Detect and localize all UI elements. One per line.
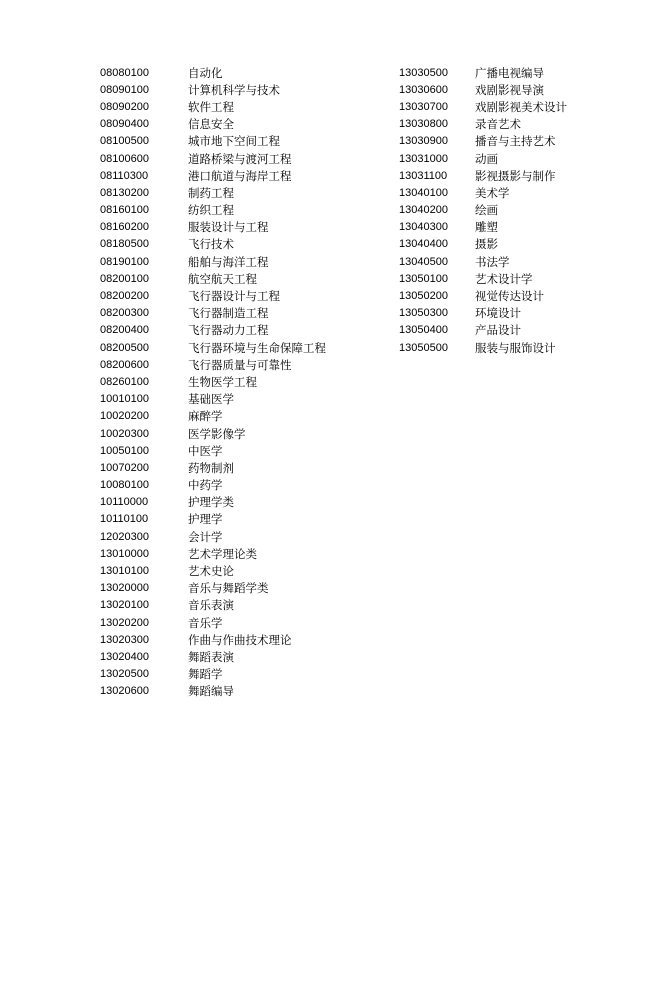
major-code: 08090400: [100, 118, 149, 131]
list-item: [399, 305, 567, 322]
list-item: [100, 184, 326, 201]
major-name: 信息安全: [188, 117, 234, 132]
list-item: [399, 202, 567, 219]
major-code: 08200200: [100, 290, 149, 303]
major-name: 飞行器质量与可靠性: [188, 357, 292, 372]
major-name: 护理学类: [188, 495, 234, 510]
list-item: [100, 545, 326, 562]
major-name: 绘画: [475, 203, 498, 218]
major-code: 08100500: [100, 135, 149, 148]
major-name: 音乐学: [188, 615, 223, 630]
major-code: 08200100: [100, 272, 149, 285]
major-name: 自动化: [188, 65, 223, 80]
list-item: [100, 339, 326, 356]
major-name: 视觉传达设计: [475, 289, 544, 304]
major-code: 13040300: [399, 221, 448, 234]
list-item: [100, 98, 326, 115]
major-code: 13030800: [399, 118, 448, 131]
major-code: 08160200: [100, 221, 149, 234]
major-code: 08160100: [100, 204, 149, 217]
major-code: 13020600: [100, 685, 149, 698]
major-name: 基础医学: [188, 392, 234, 407]
major-code: 13040200: [399, 204, 448, 217]
list-item: [100, 167, 326, 184]
list-item: [100, 597, 326, 614]
list-item: [100, 322, 326, 339]
major-name: 影视摄影与制作: [475, 168, 556, 183]
major-name: 服装与服饰设计: [475, 340, 556, 355]
list-item: [399, 116, 567, 133]
list-item: [100, 511, 326, 528]
major-name: 生物医学工程: [188, 374, 257, 389]
major-name: 飞行器动力工程: [188, 323, 269, 338]
major-code: 10110100: [100, 513, 149, 526]
major-code: 13050500: [399, 341, 448, 354]
major-name: 计算机科学与技术: [188, 82, 280, 97]
major-name: 艺术学理论类: [188, 546, 257, 561]
major-code: 13020400: [100, 650, 149, 663]
major-name: 飞行器环境与生命保障工程: [188, 340, 326, 355]
left-column: [100, 64, 326, 700]
list-item: [100, 408, 326, 425]
major-code: 08130200: [100, 186, 149, 199]
major-code: 08090200: [100, 100, 149, 113]
major-name: 飞行技术: [188, 237, 234, 252]
major-name: 艺术史论: [188, 564, 234, 579]
list-item: [399, 253, 567, 270]
major-name: 戏剧影视美术设计: [475, 99, 567, 114]
major-name: 录音艺术: [475, 117, 521, 132]
major-code: 08100600: [100, 152, 149, 165]
list-item: [100, 253, 326, 270]
major-name: 舞蹈学: [188, 667, 223, 682]
major-name: 中药学: [188, 478, 223, 493]
list-item: [399, 184, 567, 201]
list-item: [100, 459, 326, 476]
major-code: 13040100: [399, 186, 448, 199]
list-item: [100, 116, 326, 133]
major-code: 13050300: [399, 307, 448, 320]
major-name: 舞蹈编导: [188, 684, 234, 699]
list-item: [399, 98, 567, 115]
list-item: [100, 442, 326, 459]
major-code: 10010100: [100, 393, 149, 406]
major-code: 08200300: [100, 307, 149, 320]
major-name: 医学影像学: [188, 426, 246, 441]
major-code: 13020300: [100, 633, 149, 646]
list-item: [100, 528, 326, 545]
list-item: [100, 425, 326, 442]
list-item: [100, 287, 326, 304]
major-name: 飞行器设计与工程: [188, 289, 280, 304]
major-code: 08200400: [100, 324, 149, 337]
major-code: 13010000: [100, 547, 149, 560]
major-code: 13030700: [399, 100, 448, 113]
list-item: [100, 477, 326, 494]
major-code: 13031000: [399, 152, 448, 165]
major-code: 08200500: [100, 341, 149, 354]
major-code: 13050400: [399, 324, 448, 337]
major-name: 雕塑: [475, 220, 498, 235]
major-name: 航空航天工程: [188, 271, 257, 286]
list-item: [100, 64, 326, 81]
major-name: 书法学: [475, 254, 510, 269]
major-name: 动画: [475, 151, 498, 166]
major-name: 软件工程: [188, 99, 234, 114]
major-name: 港口航道与海岸工程: [188, 168, 292, 183]
list-item: [100, 391, 326, 408]
list-item: [100, 270, 326, 287]
major-name: 道路桥梁与渡河工程: [188, 151, 292, 166]
major-name: 舞蹈表演: [188, 649, 234, 664]
major-code: 08090100: [100, 83, 149, 96]
major-name: 船舶与海洋工程: [188, 254, 269, 269]
major-code: 10110000: [100, 496, 149, 509]
major-code: 13020000: [100, 582, 149, 595]
major-name: 广播电视编导: [475, 65, 544, 80]
list-item: [100, 219, 326, 236]
major-code: 10050100: [100, 444, 149, 457]
major-code: 12020300: [100, 530, 149, 543]
major-name: 飞行器制造工程: [188, 306, 269, 321]
list-item: [399, 64, 567, 81]
list-item: [399, 219, 567, 236]
list-item: [100, 580, 326, 597]
major-code: 08180500: [100, 238, 149, 251]
major-name: 护理学: [188, 512, 223, 527]
major-name: 戏剧影视导演: [475, 82, 544, 97]
major-code: 13030600: [399, 83, 448, 96]
major-code: 13050200: [399, 290, 448, 303]
major-name: 艺术设计学: [475, 271, 533, 286]
list-item: [100, 631, 326, 648]
list-item: [100, 562, 326, 579]
list-item: [399, 150, 567, 167]
major-name: 播音与主持艺术: [475, 134, 556, 149]
list-item: [100, 373, 326, 390]
major-name: 会计学: [188, 529, 223, 544]
list-item: [399, 270, 567, 287]
major-code: 10020300: [100, 427, 149, 440]
list-item: [399, 287, 567, 304]
major-code: 13031100: [399, 169, 448, 182]
major-code: 13040500: [399, 255, 448, 268]
major-code: 13040400: [399, 238, 448, 251]
major-name: 产品设计: [475, 323, 521, 338]
major-code: 13010100: [100, 565, 149, 578]
list-item: [399, 322, 567, 339]
major-code: 08190100: [100, 255, 149, 268]
list-item: [100, 356, 326, 373]
major-code: 13020100: [100, 599, 149, 612]
major-name: 城市地下空间工程: [188, 134, 280, 149]
major-name: 中医学: [188, 443, 223, 458]
list-item: [399, 81, 567, 98]
right-column: [399, 64, 567, 356]
list-item: [100, 236, 326, 253]
list-item: [100, 666, 326, 683]
major-code: 08110300: [100, 169, 149, 182]
major-name: 环境设计: [475, 306, 521, 321]
major-code: 10070200: [100, 461, 149, 474]
major-name: 音乐表演: [188, 598, 234, 613]
major-code: 10080100: [100, 479, 149, 492]
major-code: 13020200: [100, 616, 149, 629]
list-item: [399, 167, 567, 184]
list-item: [100, 305, 326, 322]
major-name: 药物制剂: [188, 460, 234, 475]
list-item: [399, 133, 567, 150]
major-name: 麻醉学: [188, 409, 223, 424]
major-code: 13020500: [100, 668, 149, 681]
major-code: 10020200: [100, 410, 149, 423]
list-item: [100, 133, 326, 150]
major-name: 摄影: [475, 237, 498, 252]
major-code: 08080100: [100, 66, 149, 79]
list-item: [100, 202, 326, 219]
list-item: [100, 683, 326, 700]
list-item: [100, 494, 326, 511]
major-code: 08260100: [100, 375, 149, 388]
major-name: 音乐与舞蹈学类: [188, 581, 269, 596]
list-item: [100, 150, 326, 167]
list-item: [100, 648, 326, 665]
major-code: 13030900: [399, 135, 448, 148]
major-code: 13050100: [399, 272, 448, 285]
list-item: [100, 614, 326, 631]
major-name: 纺织工程: [188, 203, 234, 218]
major-code: 08200600: [100, 358, 149, 371]
list-item: [100, 81, 326, 98]
major-name: 美术学: [475, 185, 510, 200]
major-name: 制药工程: [188, 185, 234, 200]
major-name: 作曲与作曲技术理论: [188, 632, 292, 647]
major-code: 13030500: [399, 66, 448, 79]
list-item: [399, 236, 567, 253]
list-item: [399, 339, 567, 356]
major-name: 服装设计与工程: [188, 220, 269, 235]
